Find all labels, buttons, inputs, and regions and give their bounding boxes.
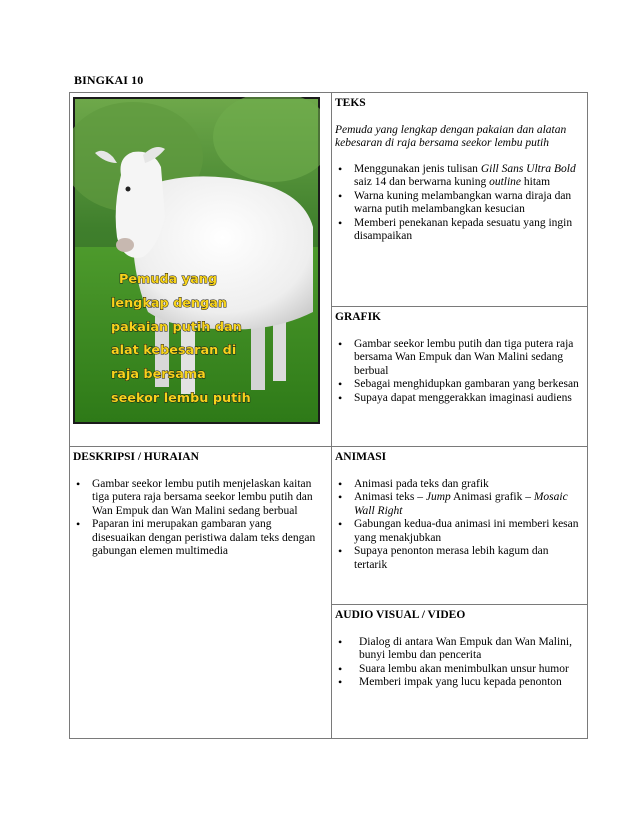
animasi-cell bbox=[332, 447, 588, 605]
grafik-heading: GRAFIK bbox=[335, 311, 381, 323]
teks-bullet-list bbox=[335, 163, 581, 244]
animasi-heading: ANIMASI bbox=[335, 451, 387, 463]
teks-cell bbox=[332, 93, 588, 307]
animasi-bullet-list bbox=[335, 478, 581, 573]
list-item: • Supaya dapat menggerakkan imaginasi audiens bbox=[335, 392, 581, 406]
list-item: • Memberi impak yang lucu kepada penonton bbox=[335, 676, 581, 690]
teks-description: Pemuda yang lengkap dengan pakaian dan alatan kebesaran di raja bersama seekor lembu putih bbox=[335, 123, 567, 149]
list-item: • Paparan ini merupakan gambaran yang disesuaikan dengan peristiwa dalam teks dengan gabungan elemen multimedia bbox=[73, 518, 325, 559]
list-item: • Suara lembu akan menimbulkan unsur humor bbox=[335, 663, 581, 677]
list-item: • Sebagai menghidupkan gambaran yang berkesan bbox=[335, 378, 581, 392]
grafik-bullet-list bbox=[335, 338, 581, 406]
deskripsi-heading: DESKRIPSI / HURAIAN bbox=[73, 451, 199, 463]
list-item: • Animasi teks – Jump Animasi grafik – Mosaic Wall Right bbox=[335, 491, 581, 518]
deskripsi-bullet-list bbox=[73, 478, 325, 559]
audio-visual-heading: AUDIO VISUAL / VIDEO bbox=[335, 609, 466, 621]
svg-text:Pemuda yang: Pemuda yang bbox=[119, 272, 218, 287]
list-item: • Gambar seekor lembu putih menjelaskan kaitan tiga putera raja bersama seekor lembu putih dan Wan Empuk dan Wan Malini sedang berbual bbox=[73, 478, 325, 519]
svg-text:raja bersama: raja bersama bbox=[111, 367, 206, 382]
list-item: • Warna kuning melambangkan warna diraja dan warna putih melambangkan kesucian bbox=[335, 190, 581, 217]
svg-text:alat kebesaran di: alat kebesaran di bbox=[111, 343, 237, 358]
audio-visual-cell bbox=[332, 605, 588, 739]
image-cell bbox=[70, 93, 332, 447]
svg-text:seekor lembu putih: seekor lembu putih bbox=[111, 391, 251, 406]
audio-visual-bullet-list bbox=[335, 636, 581, 690]
cow-photo bbox=[73, 97, 320, 424]
grafik-cell bbox=[332, 307, 588, 447]
list-item: • Dialog di antara Wan Empuk dan Wan Malini, bunyi lembu dan pencerita bbox=[335, 636, 581, 663]
svg-text:lengkap dengan: lengkap dengan bbox=[111, 296, 227, 311]
storyboard-frame-table bbox=[69, 92, 588, 739]
deskripsi-cell bbox=[70, 447, 332, 739]
list-item: • Animasi pada teks dan grafik bbox=[335, 478, 581, 492]
list-item: • Menggunakan jenis tulisan Gill Sans Ultra Bold saiz 14 dan berwarna kuning outline hitam bbox=[335, 163, 581, 190]
page-title: BINGKAI 10 bbox=[74, 73, 144, 87]
list-item: • Gambar seekor lembu putih dan tiga putera raja bersama Wan Empuk dan Wan Malini sedang berbual bbox=[335, 338, 581, 379]
list-item: • Memberi penekanan kepada sesuatu yang ingin disampaikan bbox=[335, 217, 581, 244]
svg-text:pakaian putih dan: pakaian putih dan bbox=[111, 320, 242, 335]
list-item: • Gabungan kedua-dua animasi ini memberi kesan yang menakjubkan bbox=[335, 518, 581, 545]
teks-heading: TEKS bbox=[335, 97, 366, 109]
list-item: • Supaya penonton merasa lebih kagum dan tertarik bbox=[335, 545, 581, 572]
